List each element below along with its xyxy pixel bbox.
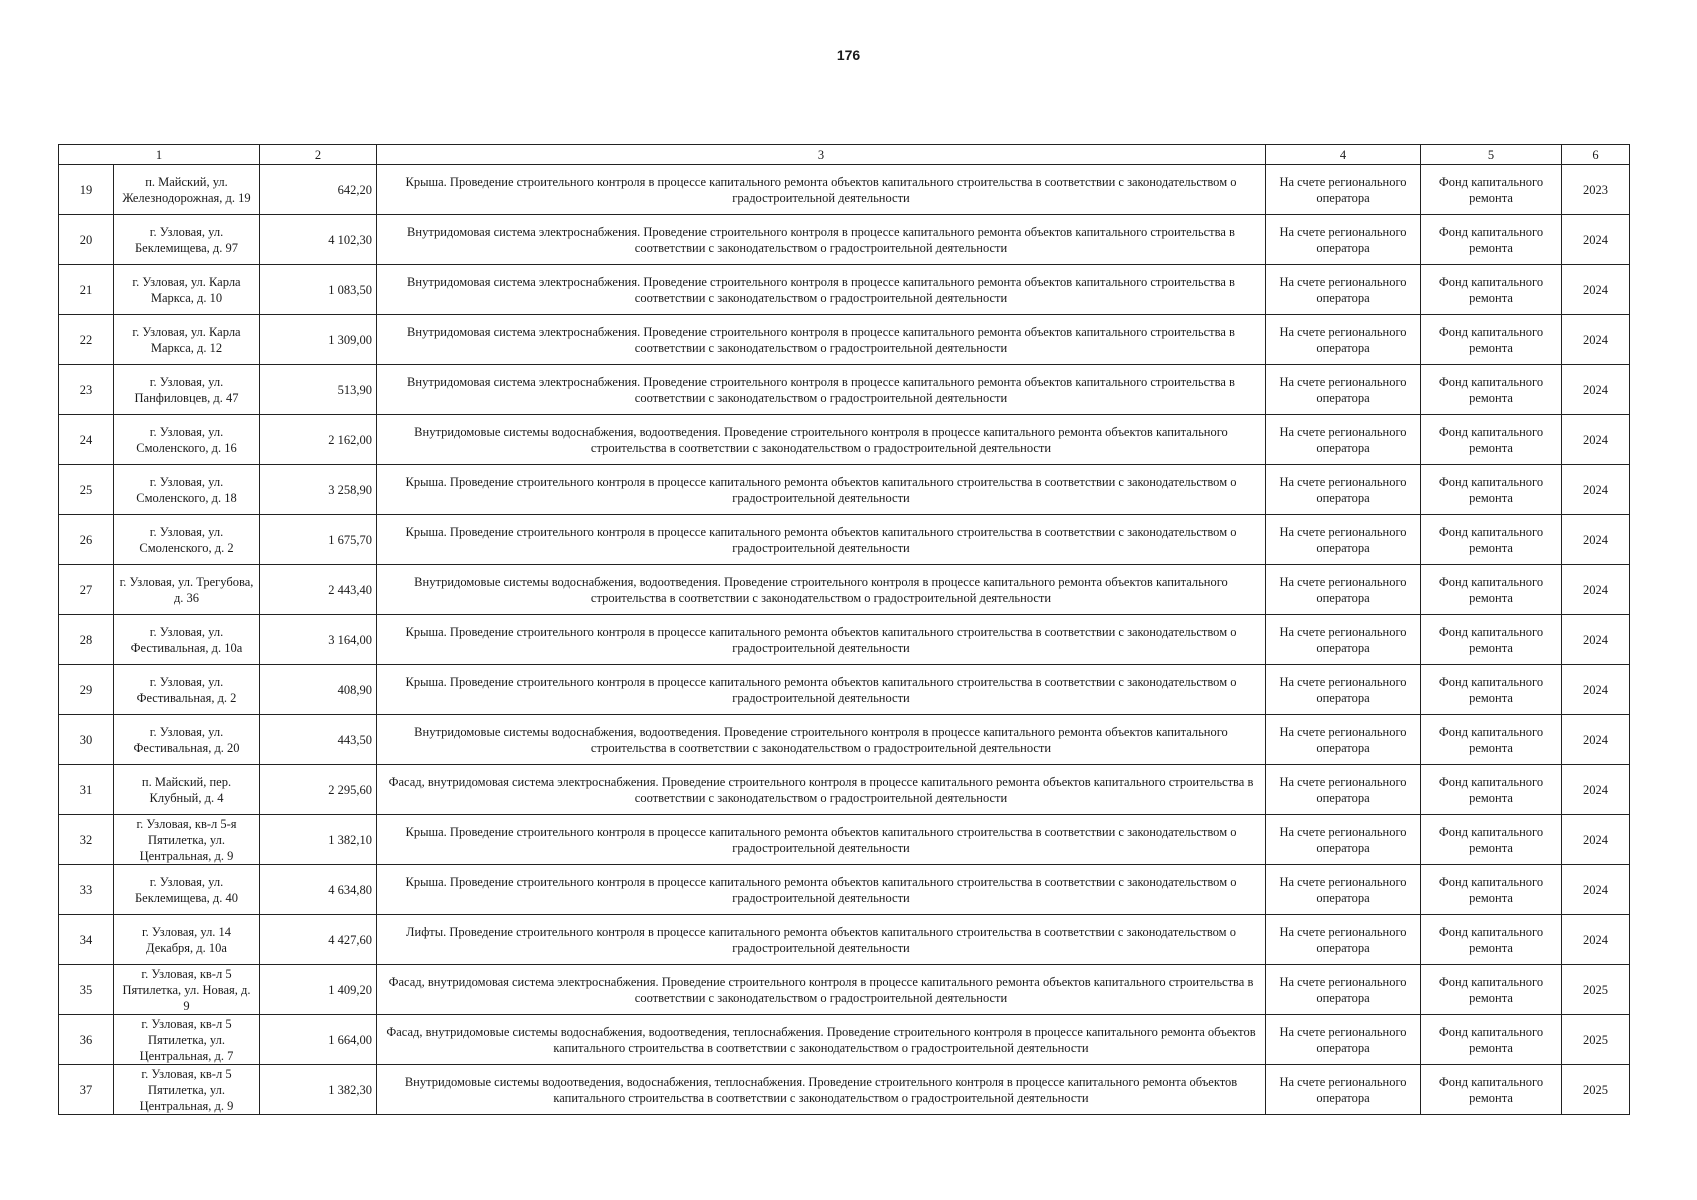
work-type-cell: Крыша. Проведение строительного контроля в процессе капитального ремонта объектов капитального строительства в соответствии с законодательством о градостроительной деятельности	[377, 165, 1266, 215]
address-cell: г. Узловая, кв-л 5 Пятилетка, ул. Центральная, д. 7	[114, 1015, 260, 1065]
account-cell: На счете регионального оператора	[1266, 265, 1421, 315]
funding-source-cell: Фонд капитального ремонта	[1421, 815, 1562, 865]
address-cell: г. Узловая, ул. Смоленского, д. 18	[114, 465, 260, 515]
funding-source-cell: Фонд капитального ремонта	[1421, 365, 1562, 415]
table-row	[59, 815, 1630, 865]
area-cell: 1 382,30	[260, 1065, 377, 1115]
column-header-3: 3	[377, 145, 1266, 165]
table-row	[59, 615, 1630, 665]
account-cell: На счете регионального оператора	[1266, 715, 1421, 765]
area-cell: 4 634,80	[260, 865, 377, 915]
capital-repair-table	[58, 144, 1630, 1115]
account-cell: На счете регионального оператора	[1266, 915, 1421, 965]
account-cell: На счете регионального оператора	[1266, 465, 1421, 515]
area-cell: 2 162,00	[260, 415, 377, 465]
column-header-6: 6	[1562, 145, 1630, 165]
year-cell: 2024	[1562, 665, 1630, 715]
work-type-cell: Фасад, внутридомовая система электроснабжения. Проведение строительного контроля в процессе капитального ремонта объектов капитального строительства в соответствии с законодательством о градостроительной деятельности	[377, 765, 1266, 815]
address-cell: г. Узловая, ул. Беклемищева, д. 40	[114, 865, 260, 915]
address-cell: г. Узловая, ул. Беклемищева, д. 97	[114, 215, 260, 265]
funding-source-cell: Фонд капитального ремонта	[1421, 515, 1562, 565]
funding-source-cell: Фонд капитального ремонта	[1421, 1015, 1562, 1065]
funding-source-cell: Фонд капитального ремонта	[1421, 715, 1562, 765]
table-row	[59, 315, 1630, 365]
table-row	[59, 915, 1630, 965]
address-cell: п. Майский, ул. Железнодорожная, д. 19	[114, 165, 260, 215]
account-cell: На счете регионального оператора	[1266, 415, 1421, 465]
year-cell: 2024	[1562, 415, 1630, 465]
table-row	[59, 365, 1630, 415]
account-cell: На счете регионального оператора	[1266, 765, 1421, 815]
work-type-cell: Внутридомовая система электроснабжения. Проведение строительного контроля в процессе капитального ремонта объектов капитального строительства в соответствии с законодательством о градостроительной деятельности	[377, 215, 1266, 265]
funding-source-cell: Фонд капитального ремонта	[1421, 165, 1562, 215]
account-cell: На счете регионального оператора	[1266, 365, 1421, 415]
year-cell: 2024	[1562, 215, 1630, 265]
table-row	[59, 715, 1630, 765]
work-type-cell: Внутридомовые системы водоснабжения, водоотведения. Проведение строительного контроля в процессе капитального ремонта объектов капитального строительства в соответствии с законодательством о градостроительной деятельности	[377, 565, 1266, 615]
year-cell: 2024	[1562, 615, 1630, 665]
table-row	[59, 465, 1630, 515]
year-cell: 2024	[1562, 565, 1630, 615]
table-row	[59, 565, 1630, 615]
year-cell: 2024	[1562, 865, 1630, 915]
page-number: 176	[836, 47, 861, 63]
funding-source-cell: Фонд капитального ремонта	[1421, 615, 1562, 665]
work-type-cell: Внутридомовые системы водоснабжения, водоотведения. Проведение строительного контроля в процессе капитального ремонта объектов капитального строительства в соответствии с законодательством о градостроительной деятельности	[377, 715, 1266, 765]
area-cell: 1 664,00	[260, 1015, 377, 1065]
year-cell: 2025	[1562, 965, 1630, 1015]
column-header-1: 1	[59, 145, 260, 165]
account-cell: На счете регионального оператора	[1266, 965, 1421, 1015]
funding-source-cell: Фонд капитального ремонта	[1421, 965, 1562, 1015]
row-number: 37	[59, 1065, 114, 1115]
row-number: 30	[59, 715, 114, 765]
work-type-cell: Внутридомовая система электроснабжения. Проведение строительного контроля в процессе капитального ремонта объектов капитального строительства в соответствии с законодательством о градостроительной деятельности	[377, 265, 1266, 315]
work-type-cell: Внутридомовые системы водоснабжения, водоотведения. Проведение строительного контроля в процессе капитального ремонта объектов капитального строительства в соответствии с законодательством о градостроительной деятельности	[377, 415, 1266, 465]
account-cell: На счете регионального оператора	[1266, 815, 1421, 865]
address-cell: г. Узловая, ул. Фестивальная, д. 10а	[114, 615, 260, 665]
row-number: 32	[59, 815, 114, 865]
row-number: 22	[59, 315, 114, 365]
address-cell: г. Узловая, ул. 14 Декабря, д. 10а	[114, 915, 260, 965]
year-cell: 2025	[1562, 1015, 1630, 1065]
address-cell: г. Узловая, кв-л 5-я Пятилетка, ул. Центральная, д. 9	[114, 815, 260, 865]
row-number: 31	[59, 765, 114, 815]
address-cell: п. Майский, пер. Клубный, д. 4	[114, 765, 260, 815]
work-type-cell: Крыша. Проведение строительного контроля в процессе капитального ремонта объектов капитального строительства в соответствии с законодательством о градостроительной деятельности	[377, 665, 1266, 715]
account-cell: На счете регионального оператора	[1266, 1065, 1421, 1115]
table-row	[59, 1065, 1630, 1115]
row-number: 24	[59, 415, 114, 465]
row-number: 20	[59, 215, 114, 265]
funding-source-cell: Фонд капитального ремонта	[1421, 315, 1562, 365]
account-cell: На счете регионального оператора	[1266, 215, 1421, 265]
table-row	[59, 865, 1630, 915]
area-cell: 1 409,20	[260, 965, 377, 1015]
account-cell: На счете регионального оператора	[1266, 1015, 1421, 1065]
year-cell: 2024	[1562, 365, 1630, 415]
funding-source-cell: Фонд капитального ремонта	[1421, 565, 1562, 615]
row-number: 25	[59, 465, 114, 515]
table-body	[59, 165, 1630, 1115]
row-number: 28	[59, 615, 114, 665]
year-cell: 2024	[1562, 815, 1630, 865]
address-cell: г. Узловая, ул. Трегубова, д. 36	[114, 565, 260, 615]
work-type-cell: Внутридомовая система электроснабжения. Проведение строительного контроля в процессе капитального ремонта объектов капитального строительства в соответствии с законодательством о градостроительной деятельности	[377, 365, 1266, 415]
work-type-cell: Фасад, внутридомовые системы водоснабжения, водоотведения, теплоснабжения. Проведение строительного контроля в процессе капитального ремонта объектов капитального строительства в соответствии с законодательством о градостроительной деятельности	[377, 1015, 1266, 1065]
table-row	[59, 415, 1630, 465]
funding-source-cell: Фонд капитального ремонта	[1421, 265, 1562, 315]
year-cell: 2025	[1562, 1065, 1630, 1115]
column-header-4: 4	[1266, 145, 1421, 165]
account-cell: На счете регионального оператора	[1266, 615, 1421, 665]
table-row	[59, 215, 1630, 265]
address-cell: г. Узловая, ул. Панфиловцев, д. 47	[114, 365, 260, 415]
area-cell: 3 258,90	[260, 465, 377, 515]
year-cell: 2024	[1562, 315, 1630, 365]
area-cell: 1 675,70	[260, 515, 377, 565]
account-cell: На счете регионального оператора	[1266, 315, 1421, 365]
table-row	[59, 1015, 1630, 1065]
row-number: 35	[59, 965, 114, 1015]
work-type-cell: Крыша. Проведение строительного контроля в процессе капитального ремонта объектов капитального строительства в соответствии с законодательством о градостроительной деятельности	[377, 465, 1266, 515]
column-header-5: 5	[1421, 145, 1562, 165]
row-number: 23	[59, 365, 114, 415]
table-row	[59, 515, 1630, 565]
work-type-cell: Внутридомовая система электроснабжения. Проведение строительного контроля в процессе капитального ремонта объектов капитального строительства в соответствии с законодательством о градостроительной деятельности	[377, 315, 1266, 365]
funding-source-cell: Фонд капитального ремонта	[1421, 1065, 1562, 1115]
address-cell: г. Узловая, ул. Карла Маркса, д. 10	[114, 265, 260, 315]
area-cell: 2 295,60	[260, 765, 377, 815]
work-type-cell: Крыша. Проведение строительного контроля в процессе капитального ремонта объектов капитального строительства в соответствии с законодательством о градостроительной деятельности	[377, 865, 1266, 915]
address-cell: г. Узловая, ул. Карла Маркса, д. 12	[114, 315, 260, 365]
table-row	[59, 265, 1630, 315]
area-cell: 3 164,00	[260, 615, 377, 665]
work-type-cell: Крыша. Проведение строительного контроля в процессе капитального ремонта объектов капитального строительства в соответствии с законодательством о градостроительной деятельности	[377, 515, 1266, 565]
address-cell: г. Узловая, кв-л 5 Пятилетка, ул. Центральная, д. 9	[114, 1065, 260, 1115]
address-cell: г. Узловая, ул. Фестивальная, д. 20	[114, 715, 260, 765]
area-cell: 1 382,10	[260, 815, 377, 865]
area-cell: 642,20	[260, 165, 377, 215]
column-number-row	[59, 145, 1630, 165]
work-type-cell: Фасад, внутридомовая система электроснабжения. Проведение строительного контроля в процессе капитального ремонта объектов капитального строительства в соответствии с законодательством о градостроительной деятельности	[377, 965, 1266, 1015]
row-number: 19	[59, 165, 114, 215]
funding-source-cell: Фонд капитального ремонта	[1421, 215, 1562, 265]
funding-source-cell: Фонд капитального ремонта	[1421, 765, 1562, 815]
year-cell: 2024	[1562, 265, 1630, 315]
address-cell: г. Узловая, кв-л 5 Пятилетка, ул. Новая, д. 9	[114, 965, 260, 1015]
address-cell: г. Узловая, ул. Смоленского, д. 16	[114, 415, 260, 465]
area-cell: 1 083,50	[260, 265, 377, 315]
funding-source-cell: Фонд капитального ремонта	[1421, 915, 1562, 965]
row-number: 27	[59, 565, 114, 615]
area-cell: 4 427,60	[260, 915, 377, 965]
account-cell: На счете регионального оператора	[1266, 565, 1421, 615]
row-number: 34	[59, 915, 114, 965]
work-type-cell: Лифты. Проведение строительного контроля в процессе капитального ремонта объектов капитального строительства в соответствии с законодательством о градостроительной деятельности	[377, 915, 1266, 965]
work-type-cell: Внутридомовые системы водоотведения, водоснабжения, теплоснабжения. Проведение строительного контроля в процессе капитального ремонта объектов капитального строительства в соответствии с законодательством о градостроительной деятельности	[377, 1065, 1266, 1115]
account-cell: На счете регионального оператора	[1266, 865, 1421, 915]
year-cell: 2024	[1562, 765, 1630, 815]
table-row	[59, 765, 1630, 815]
year-cell: 2024	[1562, 465, 1630, 515]
funding-source-cell: Фонд капитального ремонта	[1421, 415, 1562, 465]
table-row	[59, 165, 1630, 215]
funding-source-cell: Фонд капитального ремонта	[1421, 465, 1562, 515]
year-cell: 2023	[1562, 165, 1630, 215]
area-cell: 2 443,40	[260, 565, 377, 615]
account-cell: На счете регионального оператора	[1266, 165, 1421, 215]
funding-source-cell: Фонд капитального ремонта	[1421, 865, 1562, 915]
table-row	[59, 965, 1630, 1015]
row-number: 21	[59, 265, 114, 315]
area-cell: 408,90	[260, 665, 377, 715]
funding-source-cell: Фонд капитального ремонта	[1421, 665, 1562, 715]
area-cell: 443,50	[260, 715, 377, 765]
account-cell: На счете регионального оператора	[1266, 665, 1421, 715]
column-header-2: 2	[260, 145, 377, 165]
table-row	[59, 665, 1630, 715]
row-number: 36	[59, 1015, 114, 1065]
address-cell: г. Узловая, ул. Фестивальная, д. 2	[114, 665, 260, 715]
address-cell: г. Узловая, ул. Смоленского, д. 2	[114, 515, 260, 565]
row-number: 33	[59, 865, 114, 915]
work-type-cell: Крыша. Проведение строительного контроля в процессе капитального ремонта объектов капитального строительства в соответствии с законодательством о градостроительной деятельности	[377, 815, 1266, 865]
row-number: 26	[59, 515, 114, 565]
area-cell: 513,90	[260, 365, 377, 415]
area-cell: 1 309,00	[260, 315, 377, 365]
work-type-cell: Крыша. Проведение строительного контроля в процессе капитального ремонта объектов капитального строительства в соответствии с законодательством о градостроительной деятельности	[377, 615, 1266, 665]
area-cell: 4 102,30	[260, 215, 377, 265]
account-cell: На счете регионального оператора	[1266, 515, 1421, 565]
year-cell: 2024	[1562, 715, 1630, 765]
year-cell: 2024	[1562, 915, 1630, 965]
year-cell: 2024	[1562, 515, 1630, 565]
row-number: 29	[59, 665, 114, 715]
